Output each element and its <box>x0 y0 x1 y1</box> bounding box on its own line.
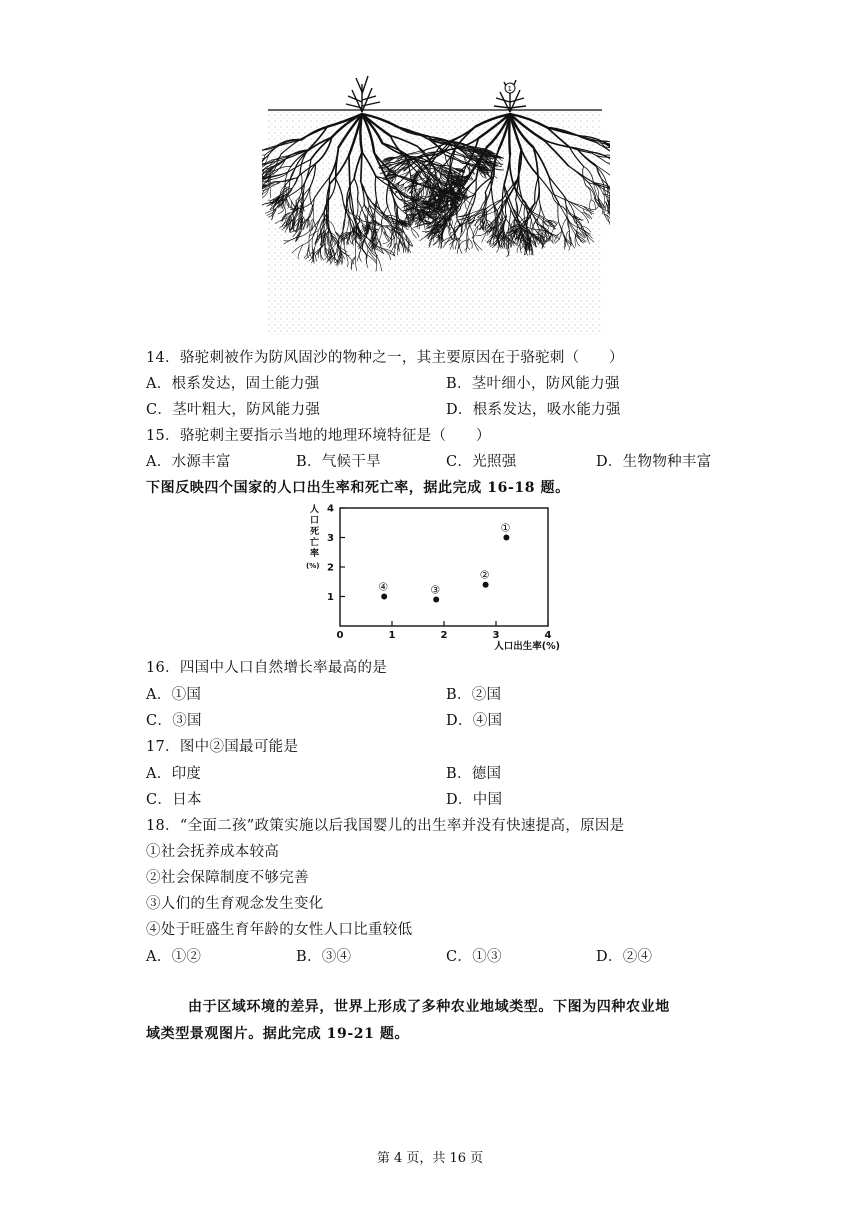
x-tick-label: 1 <box>388 630 396 641</box>
data-point-label-3: ③ <box>430 583 441 597</box>
plot-frame <box>340 508 548 626</box>
y-tick-label: 4 <box>327 503 334 515</box>
question-14-stem: 14．骆驼刺被作为防风固沙的物种之一，其主要原因在于骆驼刺（ ） <box>146 350 624 366</box>
question-15-option-d[interactable]: D．生物物种丰富 <box>596 454 712 470</box>
question-18-option-c[interactable]: C．①③ <box>446 949 502 965</box>
question-16-option-c[interactable]: C．③国 <box>146 713 202 729</box>
question-17-stem: 17．图中②国最可能是 <box>146 739 299 755</box>
question-14-option-c[interactable]: C．茎叶粗大，防风能力强 <box>146 402 321 418</box>
question-15-option-c[interactable]: C．光照强 <box>446 454 517 470</box>
question-14-option-a[interactable]: A．根系发达，固土能力强 <box>146 376 320 392</box>
question-14-option-b[interactable]: B．茎叶细小，防风能力强 <box>446 376 620 392</box>
birth-death-rate-chart <box>300 502 562 652</box>
question-16-stem: 16．四国中人口自然增长率最高的是 <box>146 660 388 676</box>
intro-19-21-line2: 域类型景观图片。据此完成 19-21 题。 <box>146 1026 410 1042</box>
data-point-1 <box>503 535 509 541</box>
x-tick-label: 0 <box>336 630 344 641</box>
question-18-item-3: ③人们的生育观念发生变化 <box>146 896 324 912</box>
question-14-option-d[interactable]: D．根系发达，吸水能力强 <box>446 402 621 418</box>
intro-19-21-line1: 由于区域环境的差异，世界上形成了多种农业地域类型。下图为四种农业地 <box>188 999 670 1015</box>
question-18-option-a[interactable]: A．①② <box>146 949 202 965</box>
camel-thorn-root-illustration <box>262 72 610 338</box>
data-point-label-4: ④ <box>378 580 389 594</box>
x-tick-label: 2 <box>440 630 448 641</box>
x-tick-label: 3 <box>492 630 500 641</box>
intro-16-18: 下图反映四个国家的人口出生率和死亡率，据此完成 16-18 题。 <box>146 480 570 496</box>
y-tick-label: 1 <box>327 592 334 603</box>
data-point-2 <box>483 582 489 588</box>
question-18-option-b[interactable]: B．③④ <box>296 949 352 965</box>
question-17-option-c[interactable]: C．日本 <box>146 792 202 808</box>
x-tick-label: 4 <box>544 630 552 641</box>
data-point-3 <box>433 596 439 602</box>
question-16-option-a[interactable]: A．①国 <box>146 687 202 703</box>
y-tick-label: 3 <box>327 533 334 544</box>
question-15-option-b[interactable]: B．气候干旱 <box>296 454 381 470</box>
question-15-stem: 15．骆驼刺主要指示当地的地理环境特征是（ ） <box>146 428 491 444</box>
question-17-option-b[interactable]: B．德国 <box>446 766 502 782</box>
svg-text:1: 1 <box>507 85 512 93</box>
data-point-label-1: ① <box>500 521 511 535</box>
question-18-item-1: ①社会抚养成本较高 <box>146 844 280 860</box>
y-tick-label: 2 <box>327 562 334 574</box>
question-18-item-2: ②社会保障制度不够完善 <box>146 870 309 886</box>
question-17-option-d[interactable]: D．中国 <box>446 792 503 808</box>
question-18-option-d[interactable]: D．②④ <box>596 949 653 965</box>
y-axis-label: 人口死亡率(%) <box>306 505 320 570</box>
question-15-option-a[interactable]: A．水源丰富 <box>146 454 231 470</box>
question-18-item-4: ④处于旺盛生育年龄的女性人口比重较低 <box>146 922 413 938</box>
data-point-4 <box>381 594 387 600</box>
question-17-option-a[interactable]: A．印度 <box>146 766 202 782</box>
data-point-label-2: ② <box>479 568 490 582</box>
question-18-stem: 18．“全面二孩”政策实施以后我国婴儿的出生率并没有快速提高，原因是 <box>146 818 625 834</box>
page-footer: 第 4 页，共 16 页 <box>376 1151 484 1166</box>
x-axis-label: 人口出生率(%) <box>494 641 560 652</box>
question-16-option-b[interactable]: B．②国 <box>446 687 502 703</box>
question-16-option-d[interactable]: D．④国 <box>446 713 503 729</box>
